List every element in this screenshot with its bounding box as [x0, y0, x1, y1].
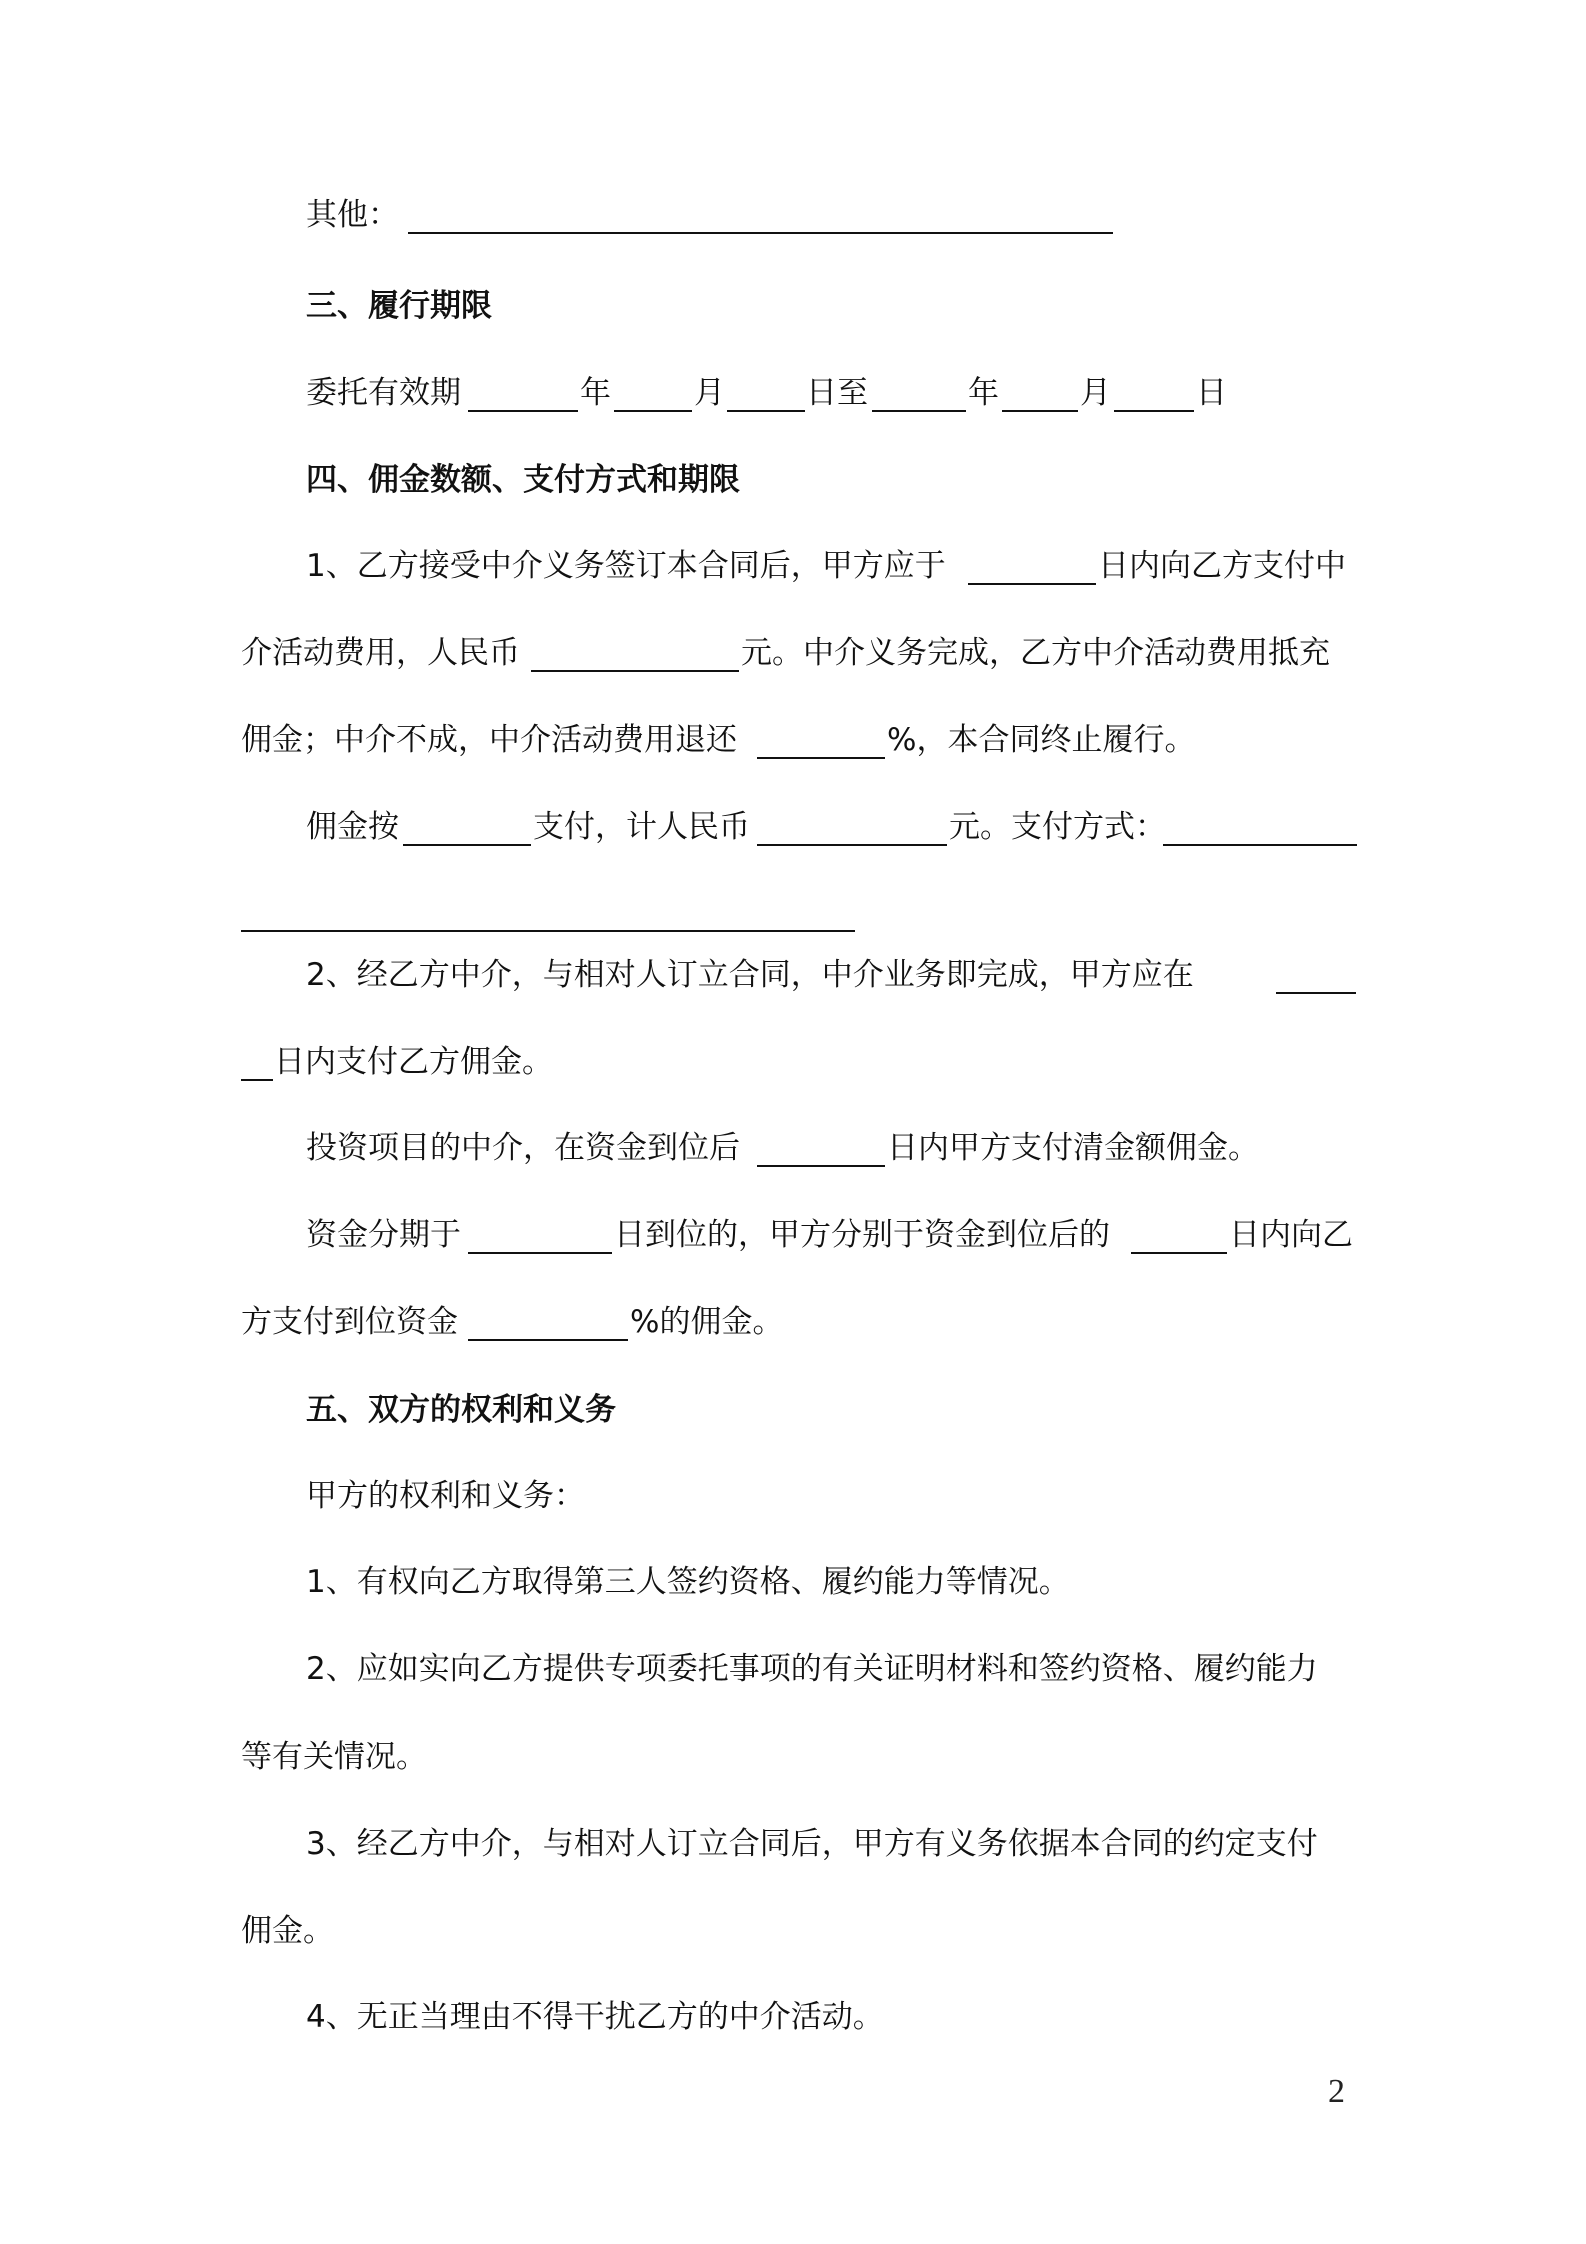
investment-line [0, 1128, 1586, 1168]
days-to-pay-blank [968, 583, 1096, 585]
end-month-blank [1002, 410, 1078, 412]
commission-pay-label: 支付，计人民币 [533, 809, 750, 845]
clause-4-2-line-2 [0, 1042, 1586, 1082]
activity-fee-blank [531, 670, 739, 672]
payment-method-blank-2 [241, 930, 855, 932]
clause-4-1-text-a: 1、乙方接受中介义务签订本合同后，甲方应于 [306, 548, 946, 584]
party-a-duties-title: 甲方的权利和义务： [306, 1478, 585, 1514]
party-a-duty-2-text-b: 等有关情况。 [241, 1739, 427, 1775]
year-label-1: 年 [580, 375, 611, 411]
commission-amount-blank [757, 844, 947, 846]
clause-4-1-text-c: 介活动费用，人民币 [241, 635, 520, 671]
section-4-title: 四、佣金数额、支付方式和期限 [306, 462, 740, 498]
party-a-duty-1-text: 1、有权向乙方取得第三人签约资格、履约能力等情况。 [306, 1564, 1070, 1600]
day-label-2: 日 [1196, 375, 1227, 411]
installment-text-e: %的佣金。 [630, 1304, 784, 1340]
start-year-blank [468, 410, 578, 412]
clause-4-1-line-3 [0, 720, 1586, 760]
payment-method-continuation [0, 893, 1586, 933]
installment-days-blank [1131, 1252, 1227, 1254]
day-to-label: 日至 [806, 375, 868, 411]
commission-by-label: 佣金按 [306, 809, 399, 845]
clause-4-1-text-b: 日内向乙方支付中 [1098, 548, 1346, 584]
party-a-duty-3-text-a: 3、经乙方中介，与相对人订立合同后，甲方有义务依据本合同的约定支付 [306, 1826, 1318, 1862]
payment-method-blank [1163, 844, 1357, 846]
commission-days-blank [1276, 992, 1356, 994]
other-blank [408, 232, 1113, 234]
party-a-duties-heading [0, 1476, 1586, 1516]
investment-text-b: 日内甲方支付清金额佣金。 [887, 1130, 1259, 1166]
page-number: 2 [1328, 2073, 1345, 2110]
validity-label: 委托有效期 [306, 375, 461, 411]
installment-text-b: 日到位的，甲方分别于资金到位后的 [614, 1217, 1110, 1253]
other-terms-line [0, 195, 1586, 235]
party-a-duty-2-line-2 [0, 1737, 1586, 1777]
section-5-title: 五、双方的权利和义务 [306, 1392, 616, 1428]
party-a-duty-3-line-2 [0, 1911, 1586, 1951]
section-5-heading [0, 1390, 1586, 1430]
end-day-blank [1114, 410, 1194, 412]
clause-4-1-text-f: %，本合同终止履行。 [887, 722, 1196, 758]
party-a-duty-4 [0, 1997, 1586, 2037]
clause-4-1-line-2 [0, 633, 1586, 673]
other-label: 其他： [306, 197, 399, 233]
commission-basis-blank [403, 844, 531, 846]
installment-line-1 [0, 1215, 1586, 1255]
clause-4-2-text-a: 2、经乙方中介，与相对人订立合同，中介业务即完成，甲方应在 [306, 957, 1194, 993]
month-label-2: 月 [1080, 375, 1111, 411]
refund-percent-blank [757, 757, 885, 759]
clause-4-2-line-1 [0, 955, 1586, 995]
clause-4-1-line-1 [0, 546, 1586, 586]
validity-period-line [0, 373, 1586, 413]
installment-percent-blank [468, 1339, 628, 1341]
clause-4-1-text-d: 元。中介义务完成，乙方中介活动费用抵充 [741, 635, 1330, 671]
start-month-blank [614, 410, 692, 412]
party-a-duty-1 [0, 1562, 1586, 1602]
party-a-duty-3-line-1 [0, 1824, 1586, 1864]
end-year-blank [872, 410, 966, 412]
party-a-duty-4-text: 4、无正当理由不得干扰乙方的中介活动。 [306, 1999, 884, 2035]
installment-text-d: 方支付到位资金 [241, 1304, 458, 1340]
month-label-1: 月 [694, 375, 725, 411]
start-day-blank [727, 410, 805, 412]
commission-days-blank-2 [241, 1079, 273, 1081]
clause-4-1-text-e: 佣金；中介不成，中介活动费用退还 [241, 722, 737, 758]
section-4-heading [0, 460, 1586, 500]
investment-days-blank [757, 1165, 885, 1167]
installment-line-2 [0, 1302, 1586, 1342]
investment-text-a: 投资项目的中介，在资金到位后 [306, 1130, 740, 1166]
installment-date-blank [468, 1252, 612, 1254]
party-a-duty-2-text-a: 2、应如实向乙方提供专项委托事项的有关证明材料和签约资格、履约能力 [306, 1651, 1318, 1687]
commission-line [0, 807, 1586, 847]
year-label-2: 年 [968, 375, 999, 411]
party-a-duty-3-text-b: 佣金。 [241, 1913, 334, 1949]
installment-text-a: 资金分期于 [306, 1217, 461, 1253]
section-3-heading [0, 286, 1586, 326]
payment-method-label: 元。支付方式： [949, 809, 1166, 845]
clause-4-2-text-b: 日内支付乙方佣金。 [274, 1044, 553, 1080]
section-3-title: 三、履行期限 [306, 288, 492, 324]
installment-text-c: 日内向乙 [1229, 1217, 1353, 1253]
party-a-duty-2-line-1 [0, 1649, 1586, 1689]
